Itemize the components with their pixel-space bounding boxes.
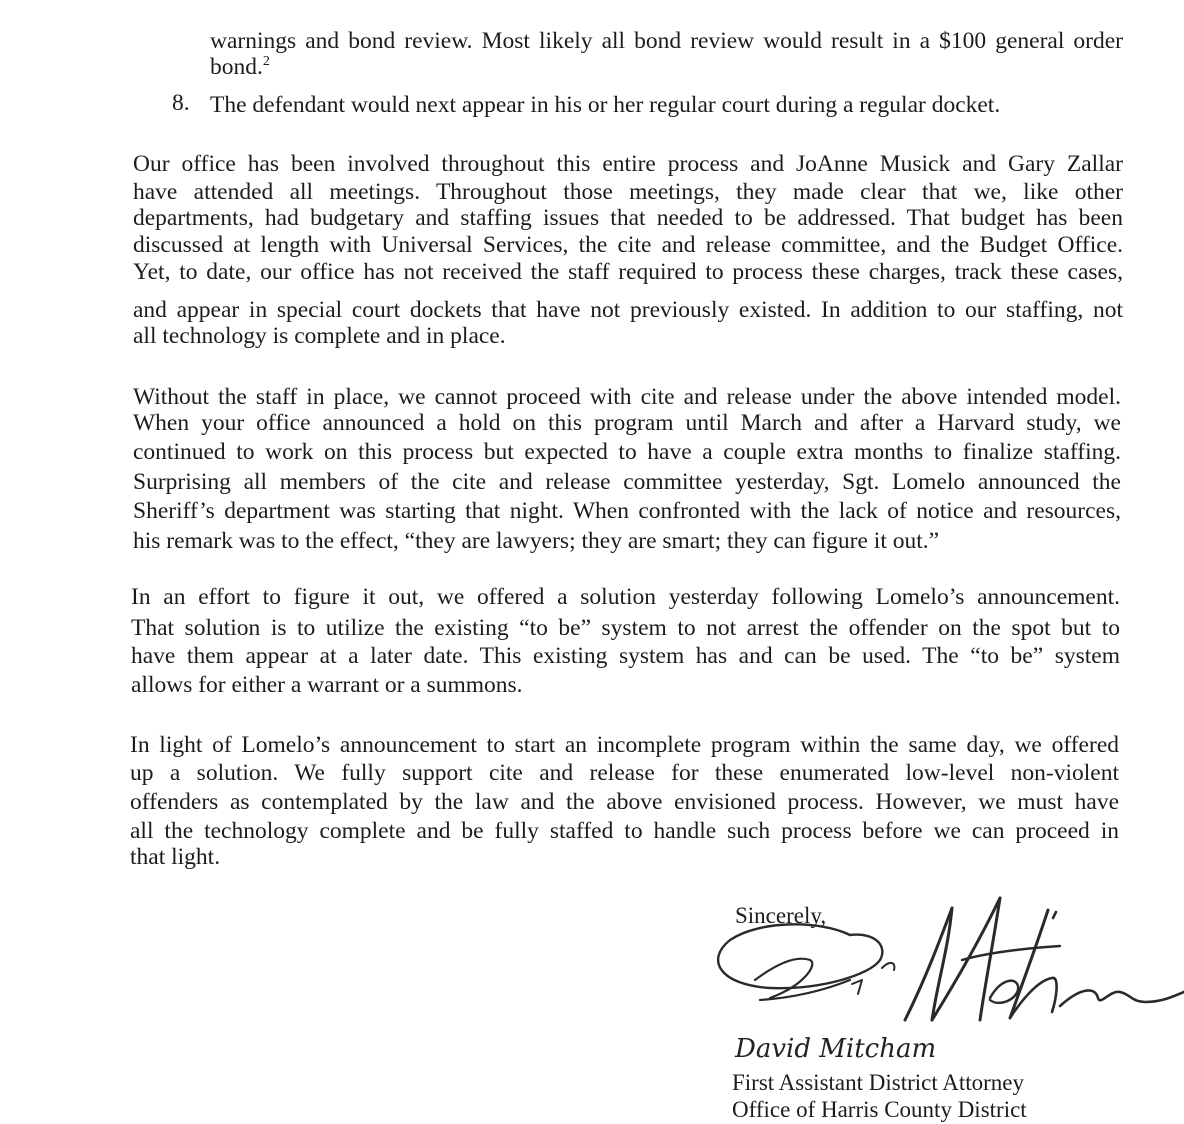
paragraph-1-line: Our office has been involved throughout this entire process and JoAnne Musick and Gary Zallar [133, 151, 1123, 177]
paragraph-4-line: that light. [130, 844, 221, 870]
paragraph-1-line: discussed at length with Universal Services, the cite and release committee, and the Budget Office. [133, 232, 1123, 258]
paragraph-3-line: allows for either a warrant or a summons. [131, 672, 523, 698]
paragraph-4-line: offenders as contemplated by the law and the above envisioned process. However, we must have [130, 789, 1119, 815]
list-item-8-number: 8. [172, 90, 190, 116]
paragraph-2-line: Without the staff in place, we cannot proceed with cite and release under the above intended model. [133, 384, 1121, 410]
signer-title-line-2: Office of Harris County District [732, 1097, 1027, 1122]
paragraph-2-line: his remark was to the effect, “they are lawyers; they are smart; they can figure it out.” [133, 528, 940, 554]
paragraph-1-line: departments, had budgetary and staffing issues that needed to be addressed. That budget has been [133, 205, 1123, 231]
paragraph-1-line: and appear in special court dockets that have not previously existed. In addition to our staffing, not [133, 297, 1123, 323]
paragraph-1-line: have attended all meetings. Throughout those meetings, they made clear that we, like other [133, 179, 1123, 205]
list-item-8-text: The defendant would next appear in his or her regular court during a regular docket. [210, 92, 1001, 118]
paragraph-2-line: Surprising all members of the cite and release committee yesterday, Sgt. Lomelo announced the [133, 469, 1121, 495]
paragraph-4-line: In light of Lomelo’s announcement to start an incomplete program within the same day, we offered [130, 732, 1119, 758]
paragraph-2-line: Sheriff’s department was starting that night. When confronted with the lack of notice and resources, [133, 498, 1121, 524]
footnote-ref: 2 [262, 54, 270, 70]
list-continuation-line-2: bond.$^2$ [210, 54, 270, 80]
paragraph-2-line: When your office announced a hold on this program until March and after a Harvard study, we [133, 410, 1121, 436]
paragraph-3-line: In an effort to figure it out, we offered a solution yesterday following Lomelo’s announcement. [131, 584, 1120, 610]
salutation: Sincerely, [735, 903, 827, 928]
paragraph-3-line: That solution is to utilize the existing “to be” system to not arrest the offender on the spot but to [131, 615, 1120, 641]
paragraph-3-line: have them appear at a later date. This existing system has and can be used. The “to be” system [131, 643, 1120, 669]
paragraph-4-line: up a solution. We fully support cite and release for these enumerated low-level non-violent [130, 760, 1119, 786]
signer-title-line-1: First Assistant District Attorney [732, 1070, 1024, 1095]
paragraph-4-line: all the technology complete and be fully staffed to handle such process before we can proceed in [130, 818, 1119, 844]
paragraph-1-line: Yet, to date, our office has not received the staff required to process these charges, track these cases, [133, 259, 1123, 285]
paragraph-2-line: continued to work on this process but expected to have a couple extra months to finalize staffing. [133, 439, 1121, 465]
handwritten-signature [700, 880, 1184, 1040]
paragraph-1-line: all technology is complete and in place. [133, 323, 506, 349]
list-continuation-line-1: warnings and bond review. Most likely all bond review would result in a $100 general order [210, 28, 1123, 54]
signer-name: David Mitcham [735, 1034, 937, 1064]
